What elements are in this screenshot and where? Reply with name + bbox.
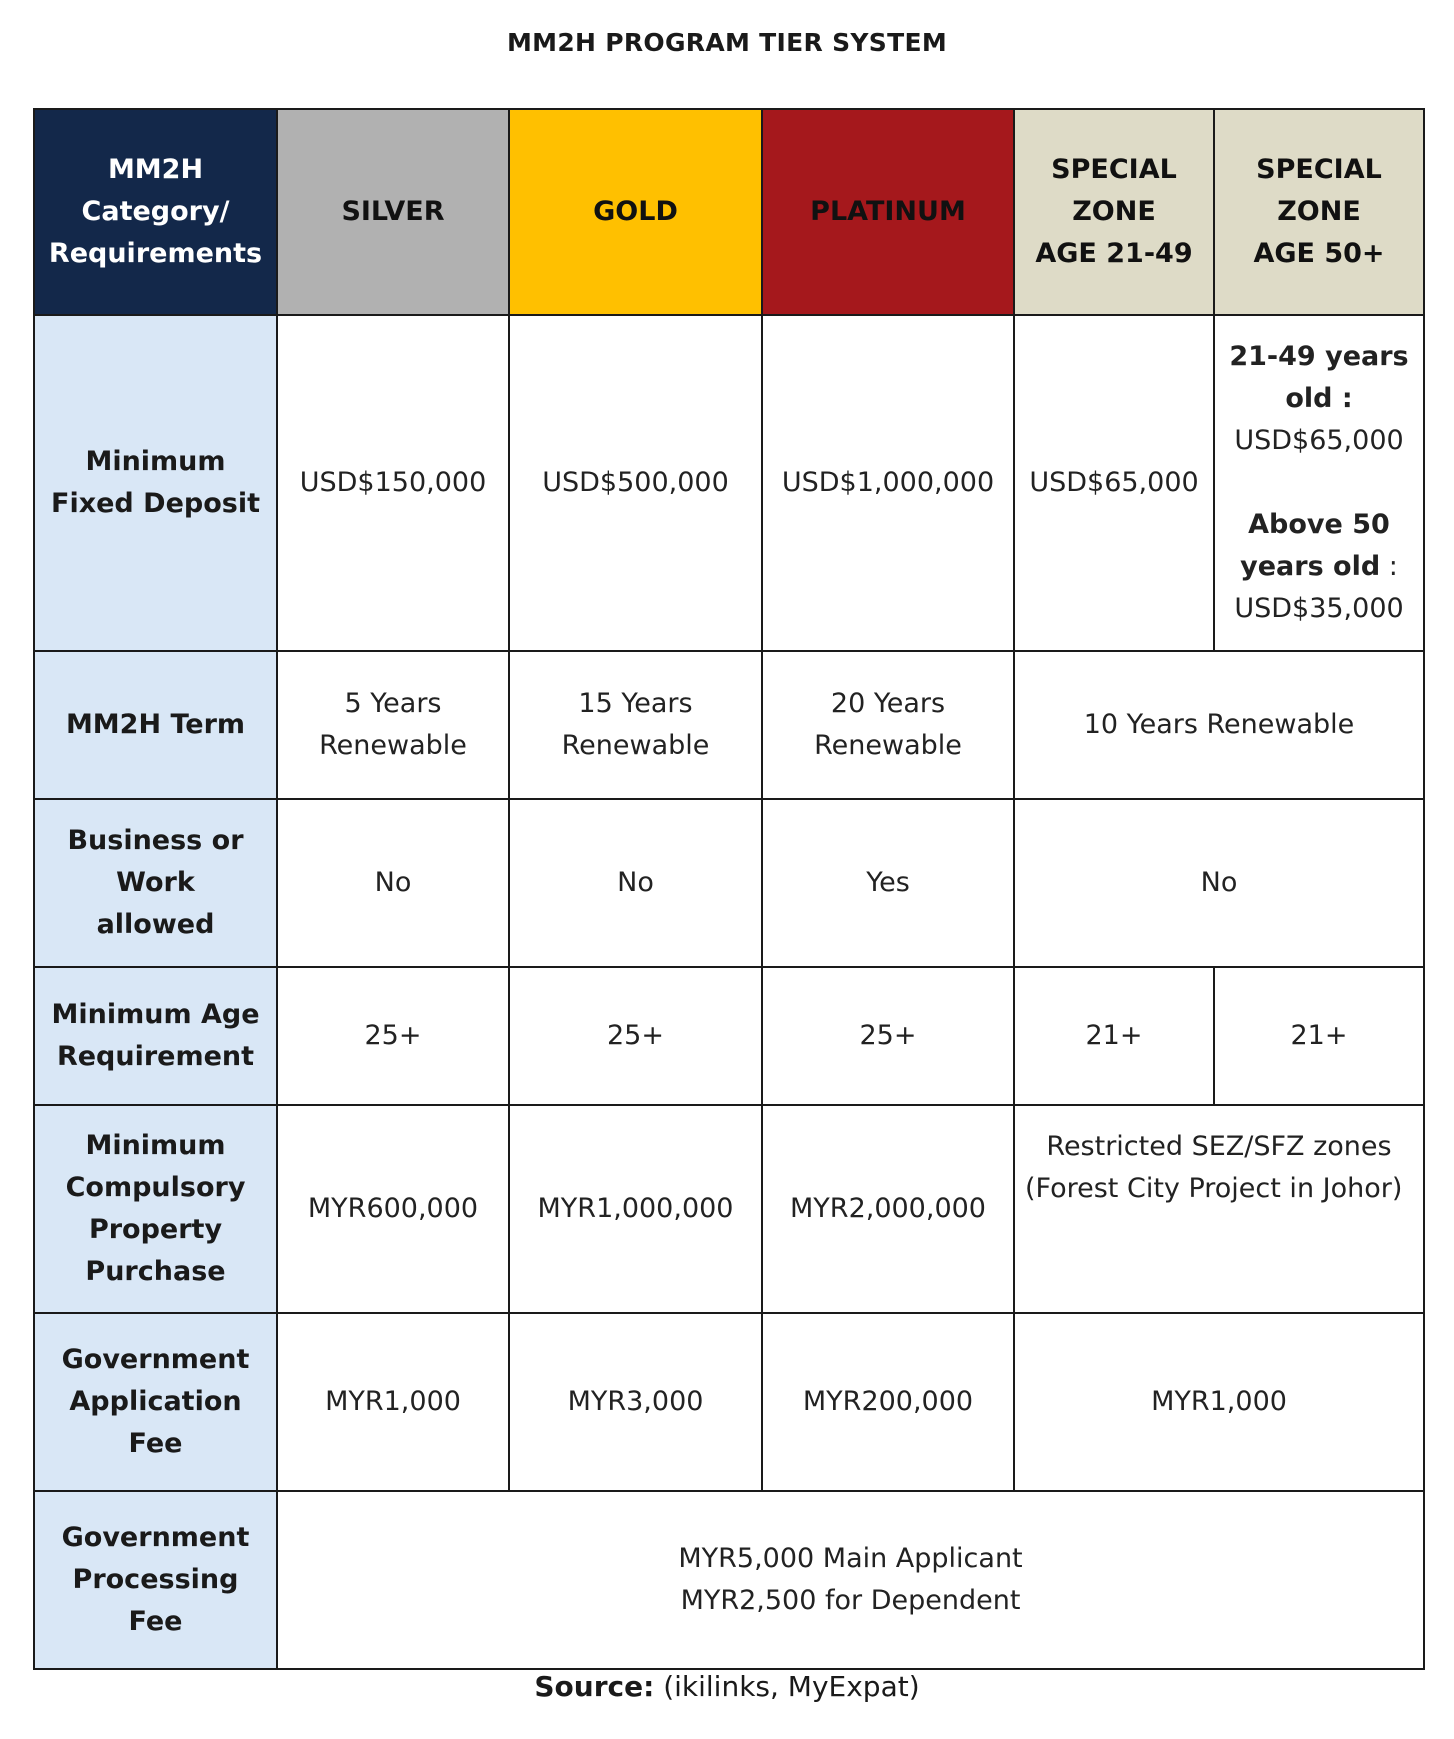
spacer: [1315, 467, 1324, 498]
cell-work-silver: No: [277, 799, 509, 967]
cell-app-fee-gold: MYR3,000: [509, 1313, 762, 1491]
header-sz2-line: AGE 50+: [1253, 238, 1385, 269]
cell-app-fee-platinum: MYR200,000: [762, 1313, 1014, 1491]
row-fixed-deposit: [34, 315, 1424, 651]
header-sz1-line: AGE 21-49: [1035, 238, 1193, 269]
row-work: [34, 799, 1424, 967]
row-term: [34, 651, 1424, 799]
header-sz1-line: SPECIAL: [1051, 154, 1177, 185]
cell-deposit-silver: USD$150,000: [277, 315, 509, 651]
row-label-line: Government: [61, 1522, 250, 1553]
cell-age-sz2: 21+: [1214, 967, 1424, 1105]
cell-age-sz1: 21+: [1014, 967, 1214, 1105]
source-caption: [0, 1670, 1454, 1703]
row-label-line: Purchase: [85, 1256, 226, 1287]
header-platinum: PLATINUM: [762, 109, 1014, 315]
row-header-fixed-deposit: [34, 315, 277, 651]
term-line: 15 Years: [578, 688, 693, 719]
row-label-line: Government: [61, 1344, 250, 1375]
deposit-age-band-label: years old: [1240, 551, 1381, 582]
source-label: Source:: [534, 1670, 655, 1703]
cell-work-platinum: Yes: [762, 799, 1014, 967]
row-header-processing-fee: [34, 1491, 277, 1669]
row-header-work: [34, 799, 277, 967]
row-label-line: allowed: [96, 909, 215, 940]
row-header-property: [34, 1105, 277, 1313]
cell-deposit-platinum: USD$1,000,000: [762, 315, 1014, 651]
term-line: Renewable: [814, 730, 962, 761]
header-special-zone-21-49: [1014, 109, 1214, 315]
page-title: MM2H PROGRAM TIER SYSTEM: [506, 28, 947, 57]
source-text: (ikilinks, MyExpat): [654, 1670, 920, 1703]
deposit-colon: :: [1380, 551, 1398, 582]
term-line: Renewable: [561, 730, 710, 761]
term-line: 20 Years: [830, 688, 946, 719]
cell-work-gold: No: [509, 799, 762, 967]
deposit-age-band-label: Above 50: [1248, 509, 1390, 540]
header-sz2-line: SPECIAL: [1256, 154, 1382, 185]
processing-fee-line: MYR2,500 for Dependent: [680, 1585, 1021, 1616]
cell-deposit-sz2: [1214, 315, 1424, 651]
header-category-line: Category/: [81, 196, 230, 227]
deposit-age-band-label: old: [1285, 383, 1333, 414]
cell-work-special: No: [1014, 799, 1424, 967]
row-header-age: [34, 967, 277, 1105]
row-processing-fee: [34, 1491, 1424, 1669]
cell-age-platinum: 25+: [762, 967, 1014, 1105]
tier-table: [33, 108, 1425, 1670]
row-label-line: Property: [88, 1214, 223, 1245]
cell-property-gold: MYR1,000,000: [509, 1105, 762, 1313]
cell-property-special: Restricted SEZ/SFZ zones (Forest City Project in Johor): [1014, 1105, 1424, 1313]
processing-fee-line: MYR5,000 Main Applicant: [678, 1543, 1023, 1574]
row-label-line: Minimum: [85, 446, 226, 477]
row-label-line: Requirement: [56, 1041, 255, 1072]
row-application-fee: [34, 1313, 1424, 1491]
term-line: 5 Years: [344, 688, 442, 719]
header-category-line: MM2H: [107, 154, 204, 185]
row-label-line: Application: [69, 1386, 242, 1417]
cell-property-silver: MYR600,000: [277, 1105, 509, 1313]
row-age: [34, 967, 1424, 1105]
row-header-application-fee: [34, 1313, 277, 1491]
deposit-age-band-label: 21-49 years: [1229, 341, 1409, 372]
cell-property-platinum: MYR2,000,000: [762, 1105, 1014, 1313]
row-label-line: Minimum: [85, 1130, 226, 1161]
cell-term-gold: [509, 651, 762, 799]
row-label-line: Work: [116, 867, 195, 898]
cell-processing-fee-all: [277, 1491, 1424, 1669]
row-label-line: Business or: [67, 825, 244, 856]
cell-app-fee-special: MYR1,000: [1014, 1313, 1424, 1491]
deposit-age-band-value: USD$65,000: [1234, 425, 1404, 456]
header-special-zone-50-plus: [1214, 109, 1424, 315]
cell-term-silver: [277, 651, 509, 799]
row-label-line: Processing: [72, 1564, 239, 1595]
row-label-line: Fee: [128, 1428, 183, 1459]
term-line: Renewable: [319, 730, 467, 761]
header-silver: SILVER: [277, 109, 509, 315]
row-label-line: Compulsory: [65, 1172, 246, 1203]
row-label-line: Minimum Age: [51, 999, 260, 1030]
cell-term-special: 10 Years Renewable: [1014, 651, 1424, 799]
cell-age-silver: 25+: [277, 967, 509, 1105]
row-property: [34, 1105, 1424, 1313]
row-header-term: MM2H Term: [34, 651, 277, 799]
header-category: [34, 109, 277, 315]
deposit-colon: :: [1332, 383, 1353, 414]
cell-app-fee-silver: MYR1,000: [277, 1313, 509, 1491]
cell-term-platinum: [762, 651, 1014, 799]
header-sz1-line: ZONE: [1072, 196, 1156, 227]
deposit-age-band-value: USD$35,000: [1234, 593, 1404, 624]
header-gold: GOLD: [509, 109, 762, 315]
header-row: [34, 109, 1424, 315]
cell-deposit-gold: USD$500,000: [509, 315, 762, 651]
row-label-line: Fee: [128, 1606, 183, 1637]
cell-deposit-sz1: USD$65,000: [1014, 315, 1214, 651]
row-label-line: Fixed Deposit: [51, 488, 260, 519]
cell-age-gold: 25+: [509, 967, 762, 1105]
header-sz2-line: ZONE: [1277, 196, 1361, 227]
header-category-line: Requirements: [48, 238, 263, 269]
